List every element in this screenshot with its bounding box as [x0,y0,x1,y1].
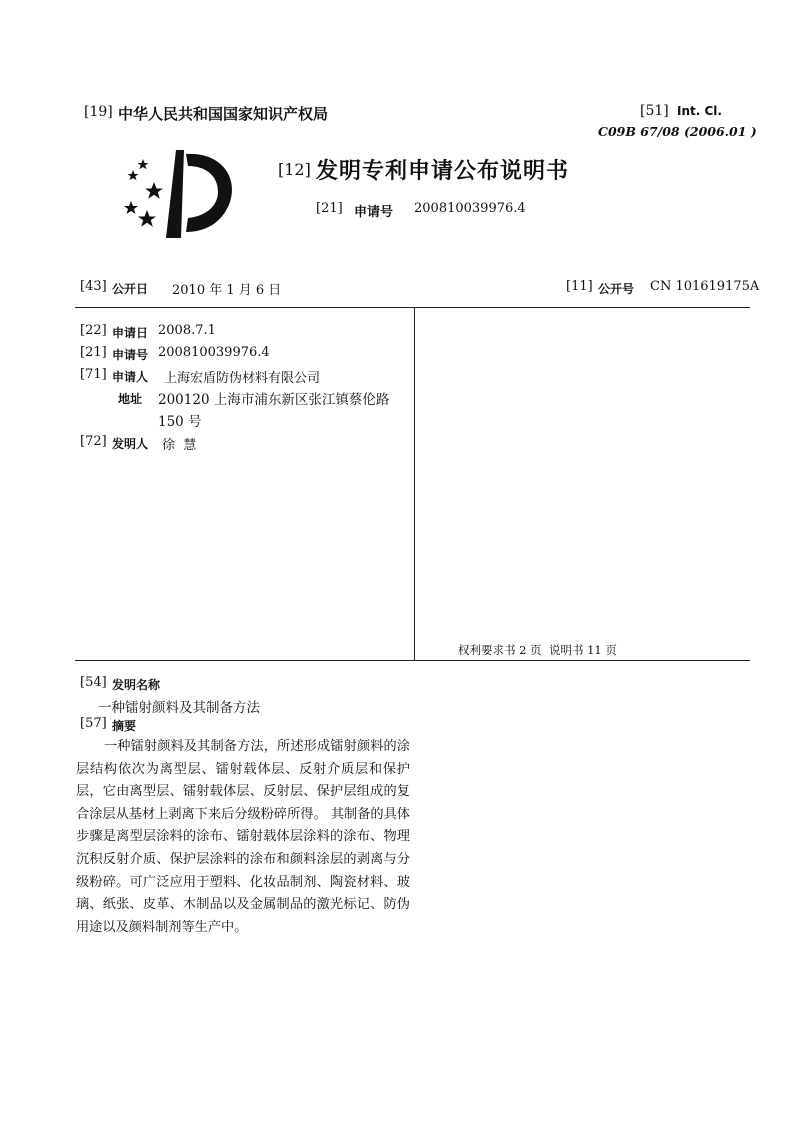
pubno-label: 公开号 [598,282,635,296]
abstract-label: 摘要 [112,719,137,733]
star-icon [124,201,138,214]
pubdate-label: 公开日 [112,282,149,296]
abstract-code: [57] [80,716,107,731]
title-label: 发明名称 [112,678,161,692]
pubno-code: [11] [566,279,593,294]
invention-title: 一种镭射颜料及其制备方法 [98,700,260,716]
address-line2: 150 号 [158,414,202,430]
logo-stars [124,159,163,227]
office-name: 中华人民共和国国家知识产权局 [118,105,329,123]
logo-arc [186,154,232,232]
applicant-value: 上海宏盾防伪材料有限公司 [164,371,321,386]
logo-wedge [166,150,184,238]
header-appno-value: 200810039976.4 [414,201,526,216]
inventor-value: 徐 慧 [162,438,197,453]
filing-value: 2008.7.1 [158,323,216,338]
appno-code: [21] [80,345,107,360]
middle-rule [75,660,750,661]
inventor-label: 发明人 [112,437,149,451]
office-code: [19] [84,104,113,120]
pubdate-code: [43] [80,279,107,294]
column-divider [414,307,415,661]
filing-label: 申请日 [112,326,149,340]
intcl-value: C09B 67/08 (2006.01 ) [598,124,757,139]
top-rule [75,307,750,308]
filing-code: [22] [80,323,107,338]
doc-type-title: 发明专利申请公布说明书 [316,159,570,184]
title-code: [54] [80,675,107,690]
star-icon [138,159,149,169]
applicant-code: [71] [80,367,107,382]
abstract-text: 一种镭射颜料及其制备方法，所述形成镭射颜料的涂层结构依次为离型层、镭射载体层、反射介质层和保护层，它由离型层、镭射载体层、反射层、保护层组成的复合涂层从基材上剥离下来后分级粉碎所得。 其制备的具体步骤是离型层涂料的涂布、镭射载体层涂料的涂布、物理沉积反射介质、保护层涂料的涂布和颜料涂层的剥离与分级粉碎。可广泛应用于塑料、化妆品制剂、陶瓷材料、玻璃、纸张、皮革、木制品以及金属制品的激光标记、防伪用途以及颜料制剂等生产中。 [76,739,410,935]
appno-label: 申请号 [112,348,149,362]
pages-note: 权利要求书 2 页 说明书 11 页 [458,643,617,657]
abstract-body [76,736,410,939]
doc-type-code: [12] [278,160,311,179]
star-icon [128,170,139,180]
star-icon [138,210,156,227]
address-label: 地址 [118,392,143,406]
pubno-value: CN 101619175A [650,279,760,294]
star-icon [145,182,163,199]
applicant-label: 申请人 [112,370,149,384]
intcl-code: [51] [640,103,669,119]
pubdate-value: 2010 年 1 月 6 日 [172,283,282,298]
inventor-code: [72] [80,434,107,449]
sipo-logo [118,146,240,242]
header-appno-code: [21] [316,201,343,216]
address-line1: 200120 上海市浦东新区张江镇蔡伦路 [158,392,390,408]
appno-value: 200810039976.4 [158,345,270,360]
header-appno-label: 申请号 [354,205,394,220]
intcl-label: Int. Cl. [677,104,722,118]
